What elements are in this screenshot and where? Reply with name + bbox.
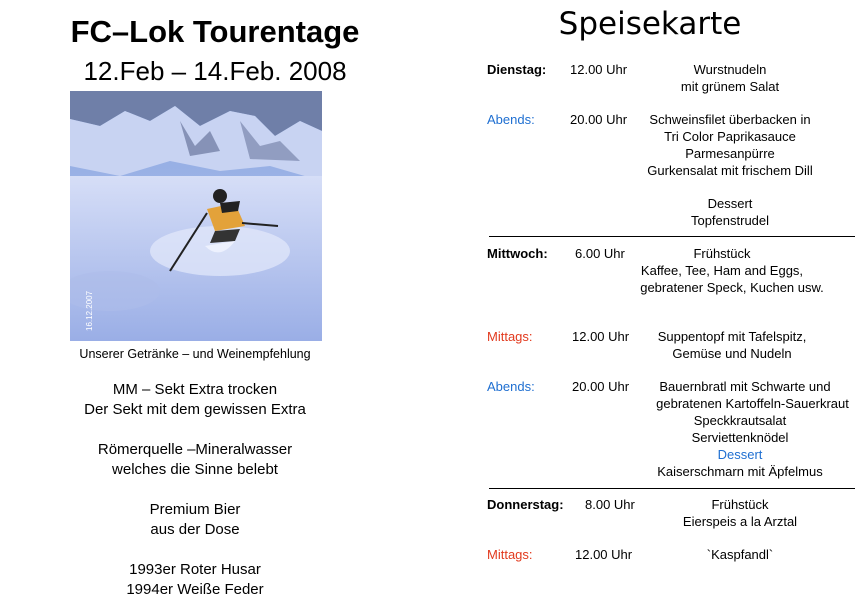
dish-line: `Kaspfandl` <box>706 547 774 562</box>
drink-line: welches die Sinne belebt <box>112 461 278 478</box>
dish-line: Suppentopf mit Tafelspitz, <box>657 329 807 344</box>
drink-line: 1993er Roter Husar <box>129 561 261 578</box>
section-divider <box>489 488 855 489</box>
ski-photo <box>70 91 322 341</box>
drink-line: Der Sekt mit dem gewissen Extra <box>84 401 306 418</box>
drink-line <box>20 480 370 500</box>
drinks-list <box>20 380 370 600</box>
meal-label-mittags: Mittags: <box>487 329 533 344</box>
time-donnerstag-mittags: 12.00 Uhr <box>575 547 633 562</box>
time-donnerstag: 8.00 Uhr <box>585 497 635 512</box>
drink-line <box>20 540 370 560</box>
menu-title: Speisekarte <box>558 6 742 42</box>
day-label-donnerstag: Donnerstag: <box>487 497 564 512</box>
dish-line: Parmesanpürre <box>685 146 775 161</box>
dish-line: Schweinsfilet überbacken in <box>649 112 811 127</box>
dish-line: Gurkensalat mit frischem Dill <box>647 163 813 178</box>
dish-line: Eierspeis a la Arztal <box>682 514 798 529</box>
time-mittwoch: 6.00 Uhr <box>575 246 625 261</box>
day-label-dienstag: Dienstag: <box>487 62 547 77</box>
dish-line: mit grünem Salat <box>680 79 780 94</box>
drink-line <box>20 420 370 440</box>
meal-label-abends: Abends: <box>487 379 535 394</box>
time-mittwoch-mittags: 12.00 Uhr <box>572 329 630 344</box>
dish-line: gebratenen Kartoffeln-Sauerkraut <box>656 396 849 411</box>
day-label-mittwoch: Mittwoch: <box>487 246 548 261</box>
dish-line: Speckkrautsalat <box>693 413 787 428</box>
ski-photo-image <box>70 91 322 341</box>
dish-line: Bauernbratl mit Schwarte und <box>659 379 831 394</box>
dessert-dish: Kaiserschmarn mit Äpfelmus <box>657 464 823 479</box>
event-dates: 12.Feb – 14.Feb. 2008 <box>83 56 347 86</box>
time-mittwoch-abends: 20.00 Uhr <box>572 379 630 394</box>
dish-line: Frühstück <box>693 246 751 261</box>
meal-label-mittags: Mittags: <box>487 547 533 562</box>
dessert-dish: Topfenstrudel <box>690 213 770 228</box>
dish-line: Wurstnudeln <box>693 62 767 77</box>
section-divider <box>489 236 855 237</box>
dish-line: Tri Color Paprikasauce <box>664 129 796 144</box>
dish-line: Kaffee, Tee, Ham and Eggs, <box>640 263 804 278</box>
drink-line: Premium Bier <box>149 501 241 518</box>
time-dienstag: 12.00 Uhr <box>570 62 628 77</box>
time-dienstag-abends: 20.00 Uhr <box>570 112 628 127</box>
dessert-label: Dessert <box>707 196 753 211</box>
dish-line: gebratener Speck, Kuchen usw. <box>640 280 824 295</box>
drinks-caption: Unserer Getränke – und Weinempfehlung <box>79 347 311 361</box>
dish-line: Serviettenknödel <box>691 430 789 445</box>
photo-date-stamp: 16.12.2007 <box>85 290 94 331</box>
drink-line: Römerquelle –Mineralwasser <box>97 441 293 458</box>
dessert-label: Dessert <box>717 447 763 462</box>
drink-line: MM – Sekt Extra trocken <box>112 381 278 398</box>
meal-label-abends: Abends: <box>487 112 535 127</box>
dish-line: Gemüse und Nudeln <box>672 346 792 361</box>
drink-line: 1994er Weiße Feder <box>126 581 264 598</box>
event-title: FC–Lok Tourentage <box>70 14 360 49</box>
drink-line: aus der Dose <box>150 521 240 538</box>
dish-line: Frühstück <box>711 497 769 512</box>
